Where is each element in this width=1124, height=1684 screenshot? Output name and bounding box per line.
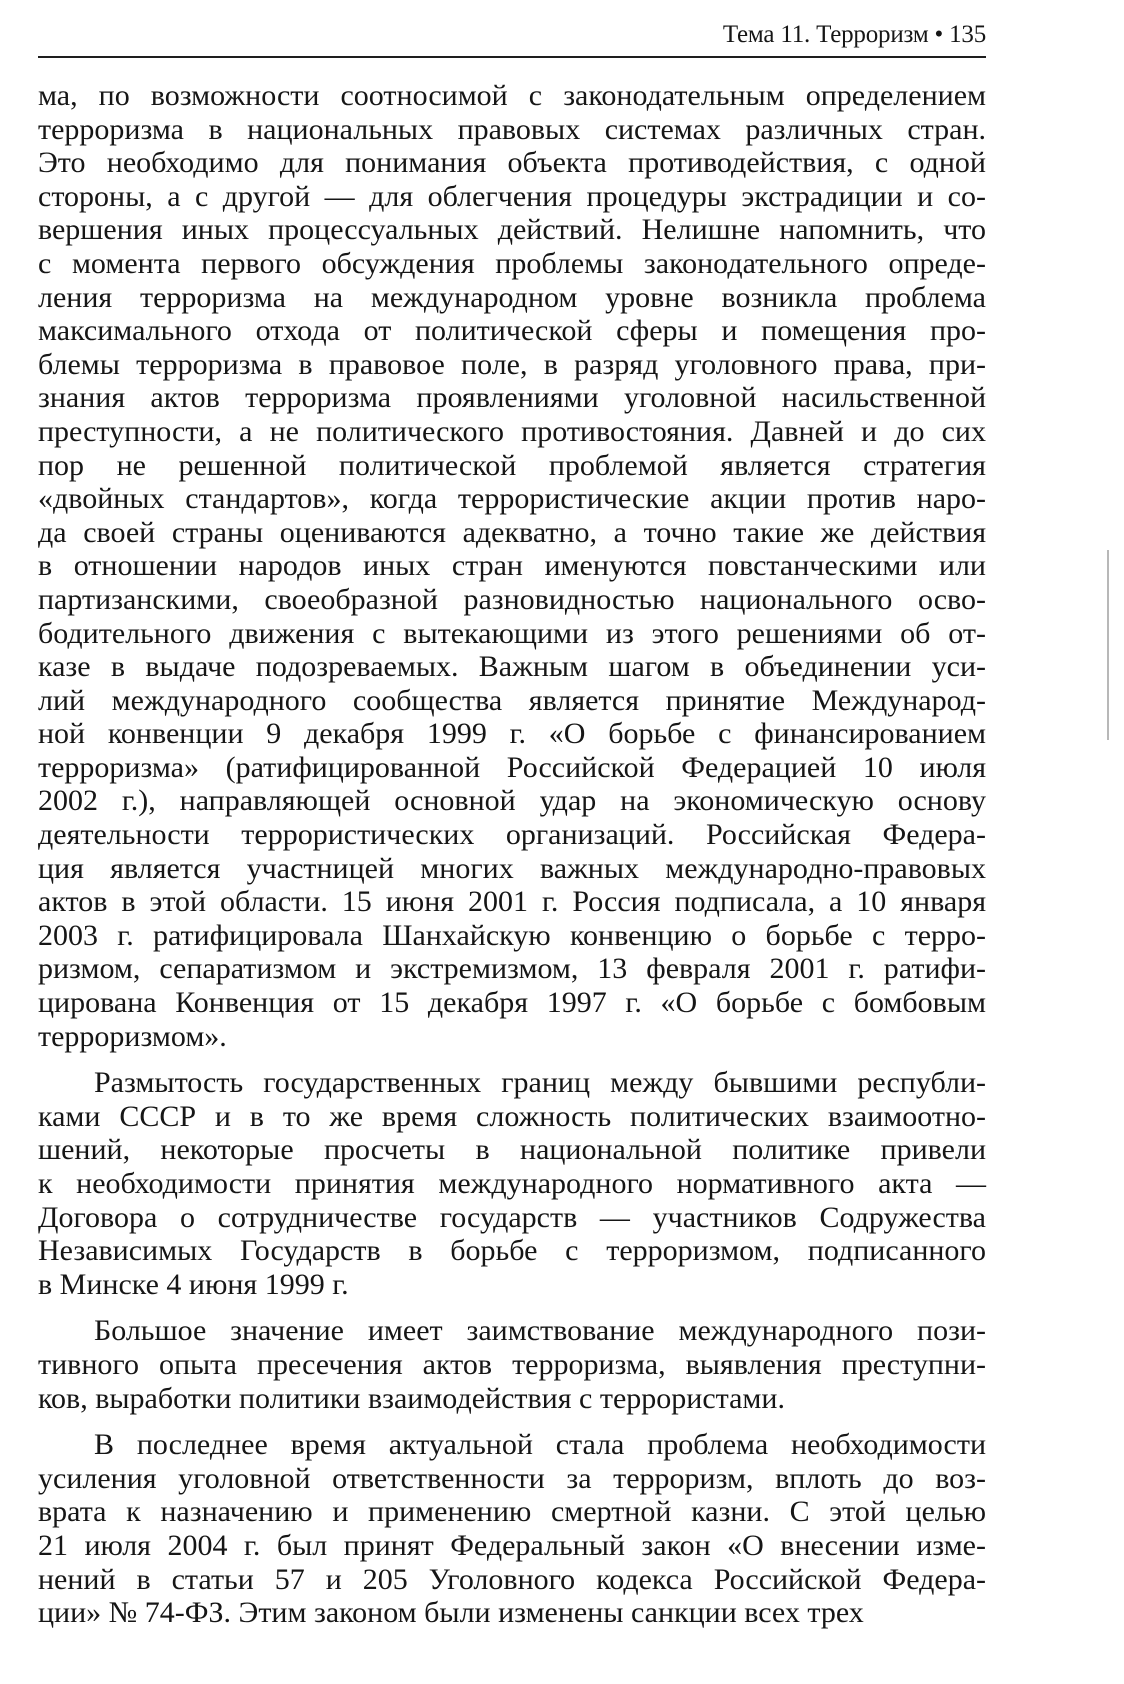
text-line: ция является участницей многих важных международно-правовых bbox=[38, 851, 986, 885]
paragraph-gap bbox=[38, 1415, 986, 1428]
text-line: Размытость государственных границ между бывшими республи- bbox=[94, 1066, 986, 1100]
text-line: нений в статьи 57 и 205 Уголовного кодекса Российской Федера- bbox=[38, 1562, 986, 1596]
text-line: бодительного движения с вытекающими из этого решениями об от- bbox=[38, 616, 986, 650]
text-line: «двойных стандартов», когда террористические акции против наро- bbox=[38, 482, 986, 516]
text-line: стороны, а с другой — для облегчения процедуры экстрадиции и со- bbox=[38, 179, 986, 213]
paragraph-gap bbox=[38, 1053, 986, 1066]
text-line: ками СССР и в то же время сложность политических взаимоотно- bbox=[38, 1099, 986, 1133]
text-line: Большое значение имеет заимствование международного пози- bbox=[94, 1314, 986, 1348]
paragraph bbox=[38, 1066, 986, 1301]
text-line: терроризмом». bbox=[38, 1019, 227, 1053]
paragraph bbox=[38, 1428, 986, 1630]
text-line: да своей страны оцениваются адекватно, а точно такие же действия bbox=[38, 515, 986, 549]
text-line: 2002 г.), направляющей основной удар на экономическую основу bbox=[38, 784, 986, 818]
text-line: ма, по возможности соотносимой с законодательным определением bbox=[38, 79, 986, 112]
text-line: 21 июля 2004 г. был принят Федеральный закон «О внесении изме- bbox=[38, 1528, 986, 1562]
text-line: преступности, а не политического противостояния. Давней и до сих bbox=[38, 414, 986, 448]
text-line: знания актов терроризма проявлениями уголовной насильственной bbox=[38, 381, 986, 415]
text-line: партизанскими, своеобразной разновидностью национального осво- bbox=[38, 582, 986, 616]
text-line: врата к назначению и применению смертной казни. С этой целью bbox=[38, 1495, 986, 1529]
text-line: ков, выработки политики взаимодействия с террористами. bbox=[38, 1381, 785, 1415]
paragraph bbox=[38, 1314, 986, 1415]
text-line: ной конвенции 9 декабря 1999 г. «О борьбе с финансированием bbox=[38, 717, 986, 751]
text-line: с момента первого обсуждения проблемы законодательного опреде- bbox=[38, 246, 986, 280]
text-line: цирована Конвенция от 15 декабря 1997 г. «О борьбе с бомбовым bbox=[38, 986, 986, 1020]
text-line: в Минске 4 июня 1999 г. bbox=[38, 1267, 349, 1301]
header-rule bbox=[38, 56, 986, 58]
text-line: Независимых Государств в борьбе с терроризмом, подписанного bbox=[38, 1234, 986, 1268]
text-line: вершения иных процессуальных действий. Нелишне напомнить, что bbox=[38, 213, 986, 247]
paragraph bbox=[38, 79, 986, 1053]
text-line: к необходимости принятия международного нормативного акта — bbox=[38, 1167, 986, 1200]
text-line: тивного опыта пресечения актов терроризма, выявления преступни- bbox=[38, 1347, 986, 1381]
text-line: усиления уголовной ответственности за терроризм, вплоть до воз- bbox=[38, 1461, 986, 1495]
running-head: Тема 11. Терроризм • 135 bbox=[722, 21, 986, 48]
text-line: терроризма в национальных правовых системах различных стран. bbox=[38, 112, 986, 146]
text-line: пор не решенной политической проблемой является стратегия bbox=[38, 448, 986, 482]
text-line: блемы терроризма в правовое поле, в разряд уголовного права, при- bbox=[38, 347, 986, 381]
text-line: в отношении народов иных стран именуются повстанческими или bbox=[38, 549, 986, 583]
text-line: шений, некоторые просчеты в национальной политике привели bbox=[38, 1133, 986, 1167]
scan-margin-mark bbox=[1107, 550, 1109, 740]
text-line: В последнее время актуальной стала проблема необходимости bbox=[94, 1428, 986, 1462]
body-text bbox=[38, 79, 986, 1630]
text-line: актов в этой области. 15 июня 2001 г. Россия подписала, а 10 января bbox=[38, 885, 986, 919]
text-line: ризмом, сепаратизмом и экстремизмом, 13 февраля 2001 г. ратифи- bbox=[38, 952, 986, 986]
text-line: Это необходимо для понимания объекта противодействия, с одной bbox=[38, 146, 986, 180]
text-line: деятельности террористических организаций. Российская Федера- bbox=[38, 818, 986, 852]
text-line: казе в выдаче подозреваемых. Важным шагом в объединении уси- bbox=[38, 650, 986, 684]
text-line: 2003 г. ратифицировала Шанхайскую конвенцию о борьбе с терро- bbox=[38, 918, 986, 952]
text-line: ции» № 74-ФЗ. Этим законом были изменены санкции всех трех bbox=[38, 1596, 864, 1630]
text-line: ления терроризма на международном уровне возникла проблема bbox=[38, 280, 986, 314]
text-line: лий международного сообщества является принятие Международ- bbox=[38, 683, 986, 717]
text-line: Договора о сотрудничестве государств — участников Содружества bbox=[38, 1200, 986, 1234]
paragraph-gap bbox=[38, 1301, 986, 1314]
text-line: терроризма» (ратифицированной Российской Федерацией 10 июля bbox=[38, 750, 986, 784]
text-line: максимального отхода от политической сферы и помещения про- bbox=[38, 314, 986, 348]
